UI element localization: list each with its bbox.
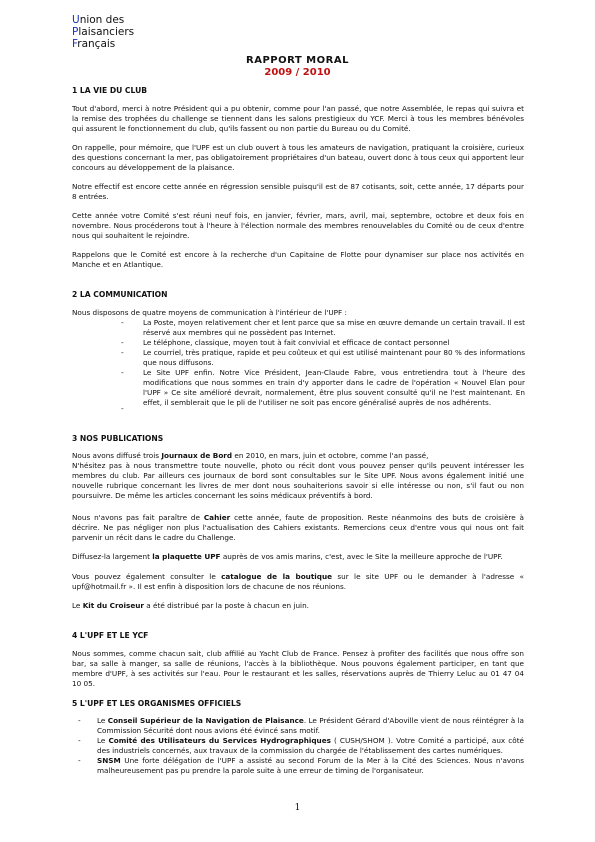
list-item: - La Poste, moyen relativement cher et lent parce que sa mise en œuvre demande un certain travail. Il est réservé aux membres qui ne possèdent pas Internet.: [121, 318, 525, 337]
list-item: - Le téléphone, classique, moyen tout à fait convivial et efficace de contact personnel: [121, 338, 450, 347]
list-item: - SNSM Une forte délégation de l'UPF a assisté au second Forum de la Mer à la Cité des Sciences. Nous n'avons malheureusement pas pu prendre la parole suite à une erreur de timing de l'organisateur.: [78, 756, 524, 775]
section-3-heading: 3 NOS PUBLICATIONS: [72, 434, 164, 443]
section-4-heading: 4 L'UPF ET LE YCF: [72, 631, 149, 640]
paragraph: Tout d'abord, merci à notre Président qui a pu obtenir, comme pour l'an passé, que notre Assemblée, le repas qui suivra et la remise des trophées du challenge se tiennent dans les salons prestigieux du YCF. Merci à tous les membres bénévoles qui assurent le fonctionnement du club, qu'ils fassent ou non partie du Bureau ou du Comité.: [72, 104, 524, 133]
document-year: 2009 / 2010: [264, 67, 331, 78]
paragraph: Nous sommes, comme chacun sait, club affilié au Yacht Club de France. Pensez à profiter des facilités que nous offre son bar, sa salle à manger, sa salle de réunions, l'accès à la bibliothèque. Nous pouvons également participer, en tant que membre d'UPF, à ses activités sur l'eau. Pour le restaurant et les salles, réservations auprès de Thierry Leluc au 01 47 04 10 05.: [72, 649, 524, 688]
paragraph: Nous disposons de quatre moyens de communication à l'intérieur de l'UPF :: [72, 308, 347, 317]
section-2-heading: 2 LA COMMUNICATION: [72, 290, 168, 299]
list-item: - Le courriel, très pratique, rapide et peu coûteux et qui est utilisé maintenant pour 80 % des informations que nous diffusons.: [121, 348, 525, 367]
paragraph: Cette année votre Comité s'est réuni neuf fois, en janvier, février, mars, avril, mai, septembre, octobre et deux fois en novembre. Nous procéderons tout à l'heure à l'élection normale des membres renouvelables du Comité ou de ceux d'entre nous qui souhaitent le rejoindre.: [72, 211, 524, 240]
paragraph: Nous n'avons pas fait paraître de Cahier cette année, faute de proposition. Reste néanmoins des buts de croisière à décrire. Ne pas négliger non plus l'actualisation des Cahiers existants. Remercions ceux d'entre vous qui nous ont fait parvenir un récit dans le cadre du Challenge.: [72, 513, 524, 542]
paragraph: Le Kit du Croiseur a été distribué par la poste à chacun en juin.: [72, 601, 309, 610]
paragraph: Nous avons diffusé trois Journaux de Bord en 2010, en mars, juin et octobre, comme l'an passé, N'hésitez pas à nous transmettre toute nouvelle, photo ou récit dont vous pouvez penser qu'ils peuvent intéresser les membres du club. Par ailleurs ces journaux de bord sont consultables sur le Site UPF. Nous avons également initié une nouvelle rubrique concernant les livres de mer dont nous souhaiterions savoir si elle intéresse ou non, s'il faut ou non poursuivre. De même les articles concernant les soins médicaux préventifs à bord.: [72, 451, 524, 500]
document-title: RAPPORT MORAL: [246, 55, 349, 66]
upf-logo: Union des Plaisanciers Français: [72, 14, 135, 50]
document-page: Union des Plaisanciers Français RAPPORT MORAL 2009 / 2010 1 LA VIE DU CLUB Tout d'abord, merci à notre Président qui a pu obtenir, comme pour l'an passé, que notre Assemblée, le repas qui suivra et la remise des trophées du challenge se tiennent dans les salons prestigieux du YCF. Merci à tous les membres bénévoles qui assurent le fonctionnement du club, qu'ils fassent ou non partie du Bureau ou du Comité. On rappelle, pour mémoire, que l'UPF est un club ouvert à tous les amateurs de navigation, pratiquant la croisière, curieux des questions concernant la mer, pas obligatoirement propriétaires d'un bateau, ouvert donc à tous ceux qui apportent leur concours au développement de la plaisance. Notre effectif est encore cette année en régression sensible puisqu'il est de 87 cotisants, soit, cette année, 17 départs pour 8 entrées. Cette année votre Comité s'est réuni neuf fois, en janvier, février, mars, avril, mai, septembre, octobre et deux fois en novembre. Nous procéderons tout à l'heure à l'élection normale des membres renouvelables du Comité ou de ceux d'entre nous qui souhaitent le rejoindre. Rappelons que le Comité est encore à la recherche d'un Capitaine de Flotte pour dynamiser sur place nos activités en Manche et en Atlantique. 2 LA COMMUNICATION Nous disposons de quatre moyens de communication à l'intérieur de l'UPF : - La Poste, moyen relativement cher et lent parce que sa mise en œuvre demande un certain travail. Il est réservé aux membres qui ne possèdent pas Internet. - Le téléphone, classique, moyen tout à fait convivial et efficace de contact personnel - Le courriel, très pratique, rapide et peu coûteux et qui est utilisé maintenant pour 80 % des informations que nous diffusons. - Le Site UPF enfin. Notre Vice Président, Jean-Claude Fabre, vous entretiendra tout à l'heure des modifications que nous sommes en train d'y apporter dans le cadre de l'opération « Nouvel Elan pour l'UPF » Ce site amélioré devrait, normalement, être plus souvent consulté qu'il ne l'est maintenant. En effet, il semblerait que le pli de l'utiliser ne soit pas encore généralisé auprès de nos adhérents. - 3 NOS PUBLICATIONS Nous avons diffusé trois Journaux de Bord en 2010, en mars, juin et octobre, comme l'an passé, N'hésitez pas à nous transmettre toute nouvelle, photo ou récit dont vous pouvez penser qu'ils peuvent intéresser les membres du club. Par ailleurs ces journaux de bord sont consultables sur le Site UPF. Nous avons également initié une nouvelle rubrique concernant les livres de mer dont nous souhaiterions savoir si elle intéresse ou non, s'il faut ou non poursuivre. De même les articles concernant les soins médicaux préventifs à bord. Nous n'avons pas fait paraître de Cahier cette année, faute de proposition. Reste néanmoins des buts de croisière à décrire. Ne pas négliger non plus l'actualisation des Cahiers existants. Remercions ceux d'entre vous qui nous ont fait parvenir un récit dans le cadre du Challenge. Diffusez-la largement la plaquette UPF auprès de vos amis marins, c'est, avec le Site la meilleure approche de l'UPF. Vous pouvez également consulter le catalogue de la boutique sur le site UPF ou le demander à l'adresse « upf@hotmail.fr ». Il est enfin à disposition lors de chacune de nos réunions. Le Kit du Croiseur a été distribué par la poste à chacun en juin. 4 L'UPF ET LE YCF Nous sommes, comme chacun sait, club affilié au Yacht Club de France. Pensez à profiter des facilités que nous offre son bar, sa salle à manger, sa salle de réunions, l'accès à la bibliothèque. Nous pouvons également participer, en tant que membre d'UPF, à ses activités sur l'eau. Pour le restaurant et les salles, réservations auprès de Thierry Leluc au 01 47 04 10 05. 5 L'UPF ET LES ORGANISMES OFFICIELS - Le Conseil Supérieur de la Navigation de Plaisance. Le Président Gérard d'Aboville vient de nous réintégrer à la Commission Sécurité dont nous avions été évincé sans motif. - Le Comité des Utilisateurs du Services Hydrographiques ( CUSH/SHOM ). Votre Comité a participé, aux côté des industriels concernés, aux travaux de la commission du chargée de l'établissement des cartes numériques. - SNSM Une forte délégation de l'UPF a assisté au second Forum de la Mer à la Cité des Sciences. Nous n'avons malheureusement pas pu prendre la parole suite à une erreur de timing de l'organisateur. 1: [0, 0, 595, 842]
list-item: - Le Site UPF enfin. Notre Vice Président, Jean-Claude Fabre, vous entretiendra tout à l'heure des modifications que nous sommes en train d'y apporter dans le cadre de l'opération « Nouvel Elan pour l'UPF » Ce site amélioré devrait, normalement, être plus souvent consulté qu'il ne l'est maintenant. En effet, il semblerait que le pli de l'utiliser ne soit pas encore généralisé auprès de nos adhérents.: [121, 368, 525, 407]
list-item: - Le Conseil Supérieur de la Navigation de Plaisance. Le Président Gérard d'Aboville vient de nous réintégrer à la Commission Sécurité dont nous avions été évincé sans motif.: [78, 716, 524, 735]
paragraph: Notre effectif est encore cette année en régression sensible puisqu'il est de 87 cotisants, soit, cette année, 17 départs pour 8 entrées.: [72, 182, 524, 201]
paragraph: Vous pouvez également consulter le catalogue de la boutique sur le site UPF ou le demander à l'adresse « upf@hotmail.fr ». Il est enfin à disposition lors de chacune de nos réunions.: [72, 572, 524, 591]
paragraph: Diffusez-la largement la plaquette UPF auprès de vos amis marins, c'est, avec le Site la meilleure approche de l'UPF.: [72, 552, 503, 561]
list-item: - Le Comité des Utilisateurs du Services Hydrographiques ( CUSH/SHOM ). Votre Comité a participé, aux côté des industriels concernés, aux travaux de la commission du chargée de l'établissement des cartes numériques.: [78, 736, 525, 755]
paragraph: On rappelle, pour mémoire, que l'UPF est un club ouvert à tous les amateurs de navigation, pratiquant la croisière, curieux des questions concernant la mer, pas obligatoirement propriétaires d'un bateau, ouvert donc à tous ceux qui apportent leur concours au développement de la plaisance.: [72, 143, 524, 172]
page-number: 1: [294, 803, 301, 813]
section-1-heading: 1 LA VIE DU CLUB: [72, 86, 148, 95]
paragraph: Rappelons que le Comité est encore à la recherche d'un Capitaine de Flotte pour dynamiser sur place nos activités en Manche et en Atlantique.: [72, 250, 524, 269]
section-5-heading: 5 L'UPF ET LES ORGANISMES OFFICIELS: [72, 699, 242, 708]
